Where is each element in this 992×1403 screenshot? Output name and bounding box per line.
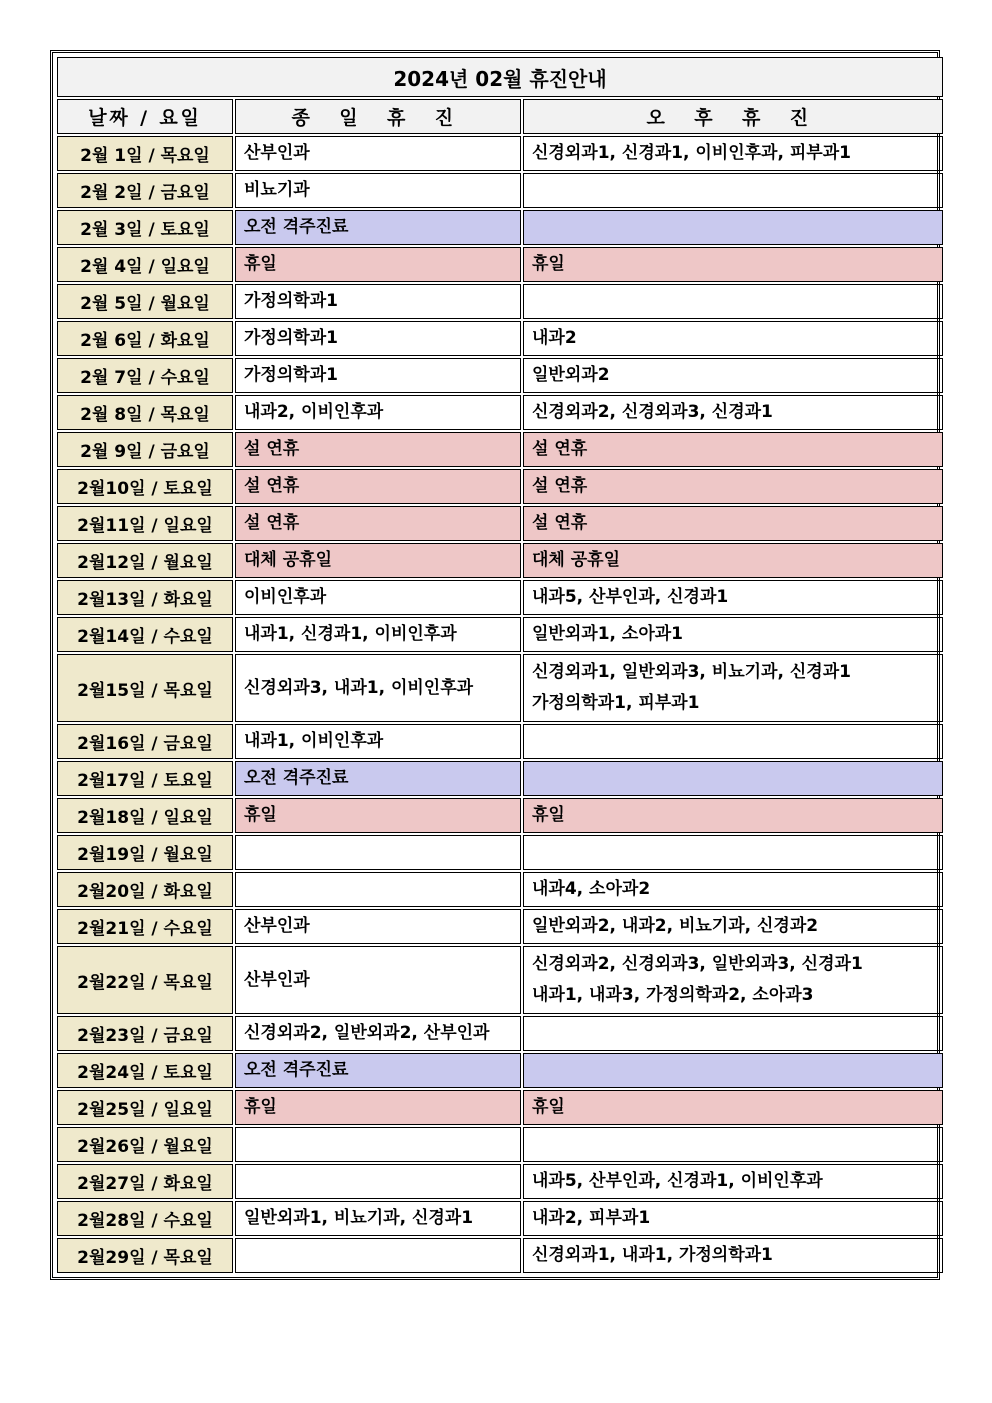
department-list: 일반외과2, 내과2, 비뇨기과, 신경과2 [532, 916, 819, 936]
department-list: 휴일 [244, 1097, 277, 1117]
allday-closure-cell [235, 432, 521, 467]
date-cell: 2월12일 / 월요일 [57, 543, 233, 578]
department-list: 휴일 [244, 254, 277, 274]
department-list: 설 연휴 [244, 476, 300, 496]
department-list: 오전 격주진료 [244, 768, 349, 788]
department-list: 내과2, 피부과1 [532, 1208, 651, 1228]
date-cell: 2월16일 / 금요일 [57, 724, 233, 759]
department-list: 내과2 [532, 328, 577, 348]
closure-table [55, 55, 945, 1275]
department-list: 산부인과 [244, 916, 310, 936]
allday-closure-cell [235, 1164, 521, 1199]
table-row [57, 284, 943, 319]
table-row [57, 469, 943, 504]
date-cell: 2월29일 / 목요일 [57, 1238, 233, 1273]
allday-closure-cell [235, 1238, 521, 1273]
afternoon-closure-cell [523, 909, 943, 944]
date-cell: 2월 1일 / 목요일 [57, 136, 233, 171]
header-afternoon: 오 후 휴 진 [523, 99, 943, 134]
department-list: 휴일 [244, 805, 277, 825]
allday-closure-cell [235, 321, 521, 356]
allday-closure-cell [235, 1016, 521, 1051]
date-cell: 2월 6일 / 화요일 [57, 321, 233, 356]
afternoon-closure-cell [523, 358, 943, 393]
table-row [57, 506, 943, 541]
table-row [57, 909, 943, 944]
allday-closure-cell [235, 395, 521, 430]
department-list: 휴일 [532, 805, 565, 825]
allday-closure-cell [235, 580, 521, 615]
table-row [57, 321, 943, 356]
afternoon-closure-cell [523, 1164, 943, 1199]
department-list: 설 연휴 [244, 439, 300, 459]
date-cell: 2월27일 / 화요일 [57, 1164, 233, 1199]
table-row [57, 872, 943, 907]
afternoon-closure-cell [523, 761, 943, 796]
department-list: 내과1, 이비인후과 [244, 731, 384, 751]
table-row [57, 136, 943, 171]
department-list: 신경외과1, 일반외과3, 비뇨기과, 신경과1 [532, 662, 851, 682]
afternoon-closure-cell [523, 136, 943, 171]
table-row [57, 1016, 943, 1051]
table-body [57, 136, 943, 1273]
afternoon-closure-cell [523, 1238, 943, 1273]
department-list: 일반외과2 [532, 365, 610, 385]
date-cell: 2월 5일 / 월요일 [57, 284, 233, 319]
allday-closure-cell [235, 506, 521, 541]
afternoon-closure-cell [523, 432, 943, 467]
afternoon-closure-cell [523, 580, 943, 615]
allday-closure-cell [235, 654, 521, 722]
department-list: 비뇨기과 [244, 180, 310, 200]
date-cell: 2월14일 / 수요일 [57, 617, 233, 652]
date-cell: 2월25일 / 일요일 [57, 1090, 233, 1125]
allday-closure-cell [235, 761, 521, 796]
table-row [57, 617, 943, 652]
department-list: 내과1, 내과3, 가정의학과2, 소아과3 [532, 985, 814, 1005]
table-row [57, 210, 943, 245]
table-row [57, 1201, 943, 1236]
closure-schedule-document [50, 50, 940, 1280]
date-cell: 2월11일 / 일요일 [57, 506, 233, 541]
date-cell: 2월18일 / 일요일 [57, 798, 233, 833]
department-list: 가정의학과1, 피부과1 [532, 693, 700, 713]
table-row [57, 432, 943, 467]
department-list: 설 연휴 [532, 513, 588, 533]
table-row [57, 798, 943, 833]
table-row [57, 1164, 943, 1199]
table-row [57, 543, 943, 578]
afternoon-closure-cell [523, 798, 943, 833]
department-list: 신경외과1, 내과1, 가정의학과1 [532, 1245, 773, 1265]
table-row [57, 173, 943, 208]
allday-closure-cell [235, 1090, 521, 1125]
table-row [57, 946, 943, 1014]
allday-closure-cell [235, 136, 521, 171]
date-cell: 2월 9일 / 금요일 [57, 432, 233, 467]
table-row [57, 247, 943, 282]
date-cell: 2월 7일 / 수요일 [57, 358, 233, 393]
afternoon-closure-cell [523, 210, 943, 245]
afternoon-closure-cell [523, 247, 943, 282]
afternoon-closure-cell [523, 284, 943, 319]
allday-closure-cell [235, 543, 521, 578]
afternoon-closure-cell [523, 173, 943, 208]
afternoon-closure-cell [523, 654, 943, 722]
department-list: 신경외과2, 신경외과3, 일반외과3, 신경과1 [532, 954, 863, 974]
table-row [57, 761, 943, 796]
date-cell: 2월 4일 / 일요일 [57, 247, 233, 282]
department-list: 가정의학과1 [244, 291, 338, 311]
table-row [57, 835, 943, 870]
date-cell: 2월10일 / 토요일 [57, 469, 233, 504]
date-cell: 2월 3일 / 토요일 [57, 210, 233, 245]
department-list: 휴일 [532, 1097, 565, 1117]
page-title: 2024년 02월 휴진안내 [57, 57, 943, 97]
afternoon-closure-cell [523, 872, 943, 907]
department-list: 내과5, 산부인과, 신경과1, 이비인후과 [532, 1171, 823, 1191]
afternoon-closure-cell [523, 724, 943, 759]
department-list: 신경외과2, 신경외과3, 신경과1 [532, 402, 773, 422]
allday-closure-cell [235, 724, 521, 759]
department-list: 가정의학과1 [244, 365, 338, 385]
table-row [57, 1238, 943, 1273]
date-cell: 2월13일 / 화요일 [57, 580, 233, 615]
department-list: 신경외과2, 일반외과2, 산부인과 [244, 1023, 490, 1043]
department-list: 신경외과3, 내과1, 이비인후과 [244, 677, 474, 698]
afternoon-closure-cell [523, 1016, 943, 1051]
date-cell: 2월24일 / 토요일 [57, 1053, 233, 1088]
header-date: 날짜 / 요일 [57, 99, 233, 134]
date-cell: 2월 8일 / 목요일 [57, 395, 233, 430]
allday-closure-cell [235, 1053, 521, 1088]
afternoon-closure-cell [523, 1127, 943, 1162]
allday-closure-cell [235, 798, 521, 833]
allday-closure-cell [235, 909, 521, 944]
department-list: 내과4, 소아과2 [532, 879, 651, 899]
department-list: 오전 격주진료 [244, 1060, 349, 1080]
department-list: 대체 공휴일 [532, 550, 621, 570]
date-cell: 2월21일 / 수요일 [57, 909, 233, 944]
department-list: 가정의학과1 [244, 328, 338, 348]
date-cell: 2월19일 / 월요일 [57, 835, 233, 870]
afternoon-closure-cell [523, 469, 943, 504]
department-list: 이비인후과 [244, 587, 327, 607]
department-list: 대체 공휴일 [244, 550, 333, 570]
afternoon-closure-cell [523, 835, 943, 870]
table-row [57, 580, 943, 615]
department-list: 일반외과1, 소아과1 [532, 624, 683, 644]
allday-closure-cell [235, 210, 521, 245]
allday-closure-cell [235, 284, 521, 319]
department-list: 산부인과 [244, 969, 310, 990]
afternoon-closure-cell [523, 1090, 943, 1125]
afternoon-closure-cell [523, 946, 943, 1014]
department-list: 설 연휴 [532, 439, 588, 459]
table-row [57, 654, 943, 722]
department-list: 휴일 [532, 254, 565, 274]
allday-closure-cell [235, 1127, 521, 1162]
department-list: 산부인과 [244, 143, 310, 163]
allday-closure-cell [235, 872, 521, 907]
date-cell: 2월17일 / 토요일 [57, 761, 233, 796]
table-row [57, 724, 943, 759]
date-cell: 2월15일 / 목요일 [57, 654, 233, 722]
table-row [57, 358, 943, 393]
afternoon-closure-cell [523, 321, 943, 356]
allday-closure-cell [235, 358, 521, 393]
department-list: 설 연휴 [532, 476, 588, 496]
header-allday: 종 일 휴 진 [235, 99, 521, 134]
allday-closure-cell [235, 469, 521, 504]
department-list: 내과5, 산부인과, 신경과1 [532, 587, 729, 607]
table-row [57, 395, 943, 430]
allday-closure-cell [235, 835, 521, 870]
afternoon-closure-cell [523, 506, 943, 541]
department-list: 오전 격주진료 [244, 217, 349, 237]
table-row [57, 1053, 943, 1088]
date-cell: 2월 2일 / 금요일 [57, 173, 233, 208]
allday-closure-cell [235, 1201, 521, 1236]
date-cell: 2월23일 / 금요일 [57, 1016, 233, 1051]
allday-closure-cell [235, 946, 521, 1014]
date-cell: 2월20일 / 화요일 [57, 872, 233, 907]
date-cell: 2월28일 / 수요일 [57, 1201, 233, 1236]
table-row [57, 1127, 943, 1162]
department-list: 설 연휴 [244, 513, 300, 533]
afternoon-closure-cell [523, 1201, 943, 1236]
afternoon-closure-cell [523, 395, 943, 430]
department-list: 내과1, 신경과1, 이비인후과 [244, 624, 457, 644]
table-row [57, 1090, 943, 1125]
date-cell: 2월26일 / 월요일 [57, 1127, 233, 1162]
date-cell: 2월22일 / 목요일 [57, 946, 233, 1014]
allday-closure-cell [235, 247, 521, 282]
afternoon-closure-cell [523, 1053, 943, 1088]
department-list: 일반외과1, 비뇨기과, 신경과1 [244, 1208, 474, 1228]
department-list: 내과2, 이비인후과 [244, 402, 384, 422]
allday-closure-cell [235, 617, 521, 652]
department-list: 신경외과1, 신경과1, 이비인후과, 피부과1 [532, 143, 851, 163]
allday-closure-cell [235, 173, 521, 208]
afternoon-closure-cell [523, 617, 943, 652]
afternoon-closure-cell [523, 543, 943, 578]
